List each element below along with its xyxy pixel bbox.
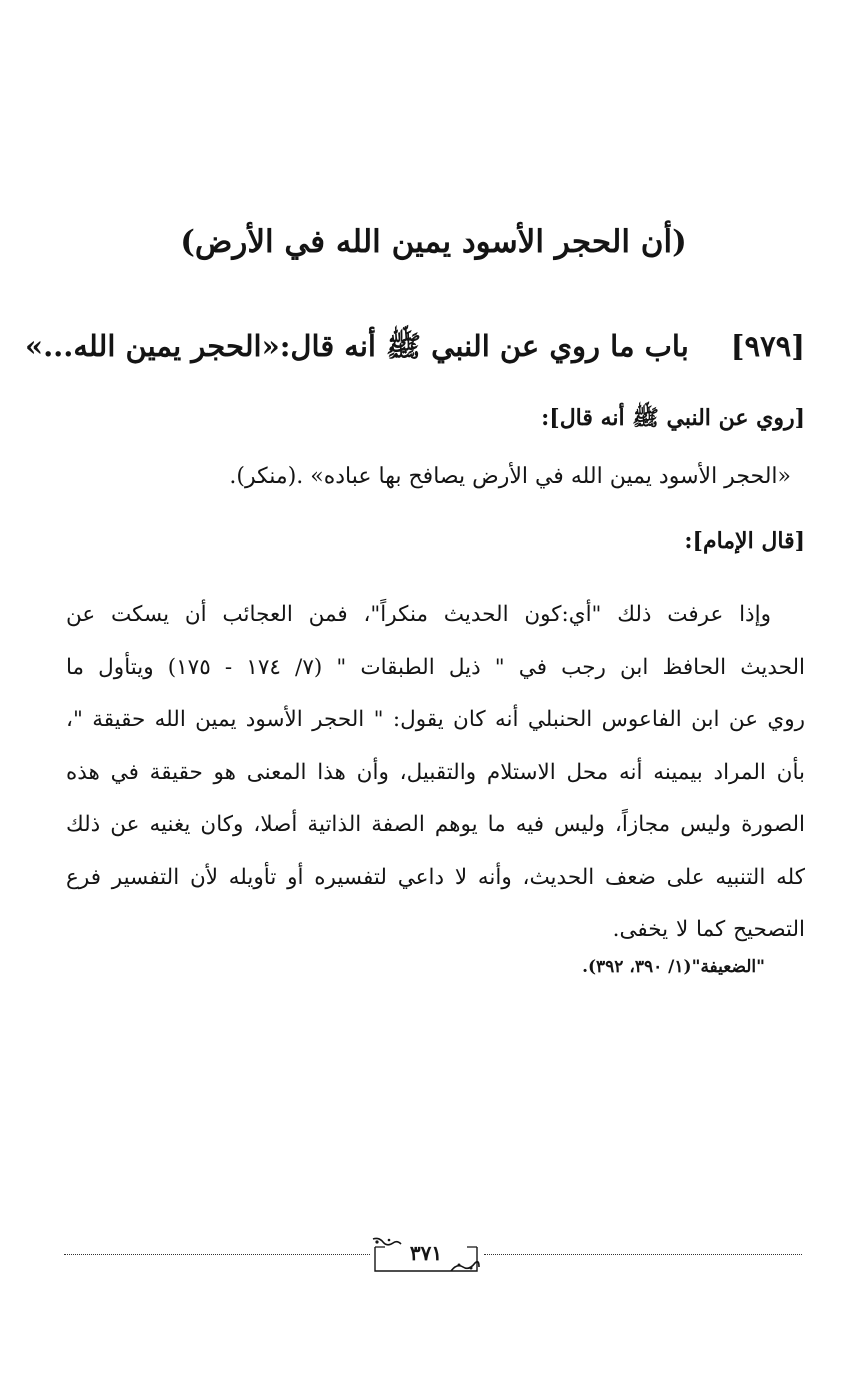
footer-dotted-rule-right <box>484 1254 802 1255</box>
commentary-line: وإذا عرفت ذلك "أي:كون الحديث منكراً"، فمن العجائب أن يسكت عن <box>66 602 771 627</box>
hadith-text: «الحجر الأسود يمين الله في الأرض يصافح بها عباده» .(منكر). <box>229 464 791 489</box>
bab-title: باب ما روي عن النبي ﷺ أنه قال:«الحجر يمين الله...» <box>24 329 689 363</box>
commentary-paragraph <box>66 589 805 957</box>
commentary-line: التصحيح كما لا يخفى. <box>612 917 805 942</box>
commentary-line: كله التنبيه على ضعف الحديث، وأنه لا داعي لتفسيره أو تأويله لأن التفسير فرع <box>66 864 805 890</box>
commentary-line: روي عن ابن الفاعوس الحنبلي أنه كان يقول: " الحجر الأسود يمين الله حقيقة "، <box>66 707 805 732</box>
commentary-line: الحديث الحافظ ابن رجب في " ذيل الطبقات " (٧/ ١٧٤ - ١٧٥) ويتأول ما <box>66 654 806 680</box>
imam-label: [قال الإمام]: <box>684 528 805 554</box>
source-reference: "الضعيفة"(١/ ٣٩٠، ٣٩٢). <box>582 957 765 977</box>
commentary-line: بأن المراد بيمينه أنه محل الاستلام والتقبيل، وأن هذا المعنى هو حقيقة في هذه <box>66 759 805 785</box>
bab-number: [٩٧٩] <box>730 329 805 363</box>
page-number: ٣٧١ <box>409 1241 443 1265</box>
riwaya-label: [روي عن النبي ﷺ أنه قال]: <box>541 405 805 431</box>
chapter-title: (أن الحجر الأسود يمين الله في الأرض) <box>180 224 687 260</box>
bab-heading <box>24 328 805 366</box>
commentary-line: الصورة وليس مجازاً، وليس فيه ما يوهم الصفة الذاتية أصلا، وكان يغنيه عن ذلك <box>66 812 805 837</box>
footer-dotted-rule-left <box>64 1254 370 1255</box>
